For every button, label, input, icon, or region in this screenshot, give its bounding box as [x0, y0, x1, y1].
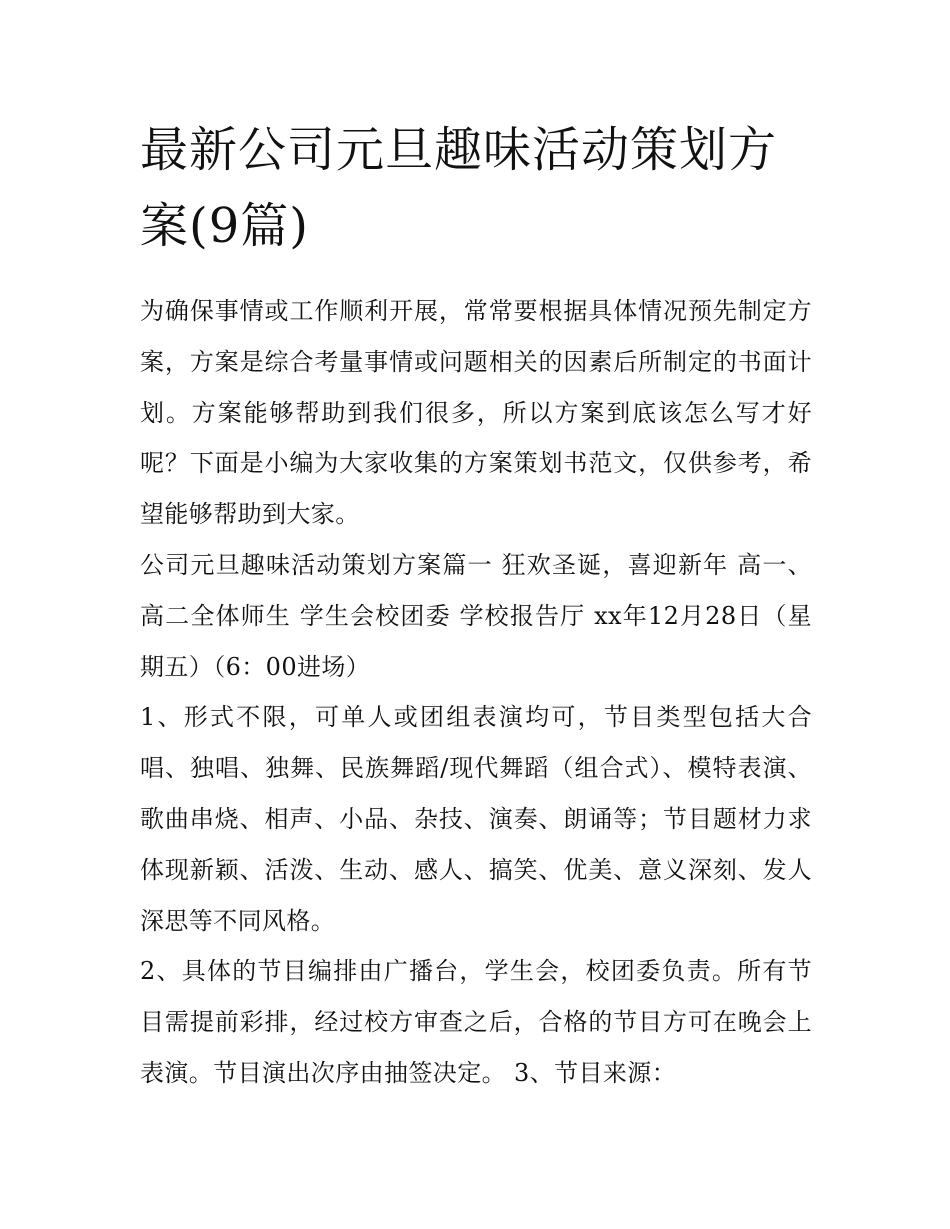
program-form-paragraph: 1、形式不限，可单人或团组表演均可，节目类型包括大合唱、独唱、独舞、民族舞蹈/现代舞蹈（组合式）、模特表演、歌曲串烧、相声、小品、杂技、演奏、朗诵等；节目题材力求体现新颖、活泼、生动、感人、搞笑、优美、意义深刻、发人深思等不同风格。: [140, 703, 812, 935]
event-overview-paragraph: 公司元旦趣味活动策划方案篇一 狂欢圣诞，喜迎新年 高一、高二全体师生 学生会校团委 学校报告厅 xx年12月28日（星期五）（6：00进场）: [140, 550, 812, 681]
document-title: 最新公司元旦趣味活动策划方案(9篇): [140, 122, 778, 254]
intro-paragraph: 为确保事情或工作顺利开展，常常要根据具体情况预先制定方案，方案是综合考量事情或问题相关的因素后所制定的书面计划。方案能够帮助到我们很多，所以方案到底该怎么写才好呢？下面是小编为大家收集的方案策划书范文，仅供参考，希望能够帮助到大家。: [140, 297, 812, 529]
document-page: [140, 112, 812, 1099]
program-arrangement-paragraph: 2、具体的节目编排由广播台，学生会，校团委负责。所有节目需提前彩排，经过校方审查之后，合格的节目方可在晚会上表演。节目演出次序由抽签决定。 3、节目来源：: [140, 957, 812, 1087]
